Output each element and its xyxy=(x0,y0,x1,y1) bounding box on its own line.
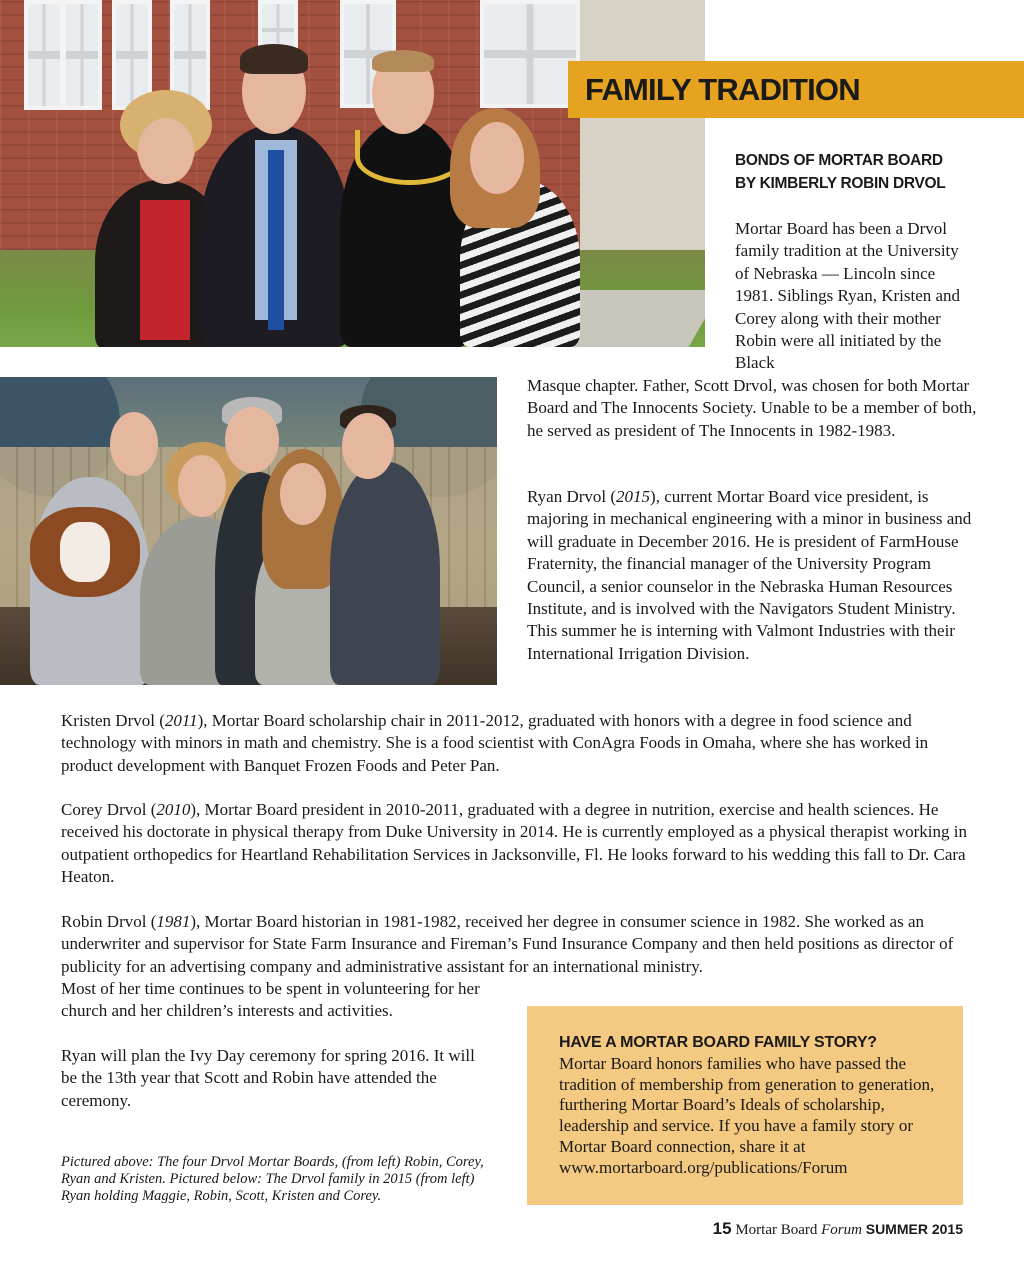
photo-drvol-family-2015 xyxy=(0,377,497,685)
callout-text: Mortar Board honors families who have passed the tradition of membership from generation to generation, furthering Mortar Board’s Ideals of scholarship, leadership and service. If you have a family story or Mortar Board connection, share it at www.mortarboard.org/publications/Forum xyxy=(559,1054,935,1177)
photo-caption: Pictured above: The four Drvol Mortar Boards, (from left) Robin, Corey, Ryan and Kristen. Pictured below: The Drvol family in 2015 (from left) Ryan holding Maggie, Robin, Scott, Kristen and Corey. xyxy=(61,1154,484,1204)
page-footer xyxy=(713,1218,963,1241)
necktie xyxy=(268,150,284,330)
face xyxy=(280,463,326,525)
corey-name: Corey Drvol ( xyxy=(61,800,157,819)
person-corey xyxy=(330,462,440,685)
robin-text: ), Mortar Board historian in 1981-1982, received her degree in consumer science in 1982. She worked as an underwriter and supervisor for State Farm Insurance and Fireman’s Fund Insurance Company and then held positions as director of publicity for an advertising company and administrative assistant for an international ministry. xyxy=(61,912,954,976)
window xyxy=(480,0,580,108)
article-subtitle: BONDS OF MORTAR BOARD xyxy=(735,152,943,169)
page-number: 15 xyxy=(712,1219,732,1238)
intro-paragraph-part-1: Mortar Board has been a Drvol family tradition at the University of Nebraska — Lincoln since 1981. Siblings Ryan, Kristen and Corey along with their mother Robin were all initiated by the Black xyxy=(735,219,961,373)
page-title: FAMILY TRADITION xyxy=(585,72,860,107)
publication-name-italic: Forum xyxy=(821,1222,862,1238)
publication-name: Mortar Board xyxy=(735,1222,818,1238)
face xyxy=(110,412,158,476)
face xyxy=(178,455,226,517)
face xyxy=(225,407,279,473)
kristen-class-year: 2011 xyxy=(164,711,198,730)
window xyxy=(62,0,102,110)
corey-text: ), Mortar Board president in 2010-2011, graduated with a degree in nutrition, exercise and health sciences. He received his doctorate in physical therapy from Duke University in 2014. He is currently employed as a physical therapist working in outpatient orthopedics for Heartland Rehabilitation Services in Jacksonville, Fl. He looks forward to his wedding this fall to Dr. Cara Heaton. xyxy=(61,800,967,887)
kristen-name: Kristen Drvol ( xyxy=(61,711,165,730)
face xyxy=(470,122,524,194)
paragraph-ryan xyxy=(527,486,977,665)
paragraph-corey xyxy=(61,799,981,889)
callout-title: HAVE A MORTAR BOARD FAMILY STORY? xyxy=(559,1034,877,1051)
ryan-name: Ryan Drvol ( xyxy=(527,487,617,506)
building-stone-wall xyxy=(580,0,705,250)
paragraph-kristen xyxy=(61,710,981,777)
paragraph-robin xyxy=(61,911,981,978)
face xyxy=(342,413,394,479)
photo-graduation-family xyxy=(0,0,705,347)
intro-paragraph-part-2: Masque chapter. Father, Scott Drvol, was chosen for both Mortar Board and The Innocents Society. Unable to be a member of both, he served as president of The Innocents in 1982-1983. xyxy=(527,376,977,440)
ryan-text: ), current Mortar Board vice president, is majoring in mechanical engineering with a minor in business and will graduate in December 2016. He is president of FarmHouse Fraternity, the financial manager of the University Program Council, a senior counselor in the Nebraska Human Resources Institute, and is involved with the Navigators Student Ministry. This summer he is interning with Valmont Industries with their International Irrigation Division. xyxy=(527,487,972,663)
paragraph-ivy-day: Ryan will plan the Ivy Day ceremony for spring 2016. It will be the 13th year that Scott and Robin have attended the ceremony. xyxy=(61,1046,475,1110)
face xyxy=(138,118,194,184)
dog-face xyxy=(60,522,110,582)
kristen-text: ), Mortar Board scholarship chair in 2011-2012, graduated with honors with a degree in food science and technology with minors in math and chemistry. She is a food scientist with ConAgra Foods in Omaha, where she has worked in product development with Banquet Frozen Foods and Peter Pan. xyxy=(61,711,929,775)
robin-class-year: 1981 xyxy=(156,912,191,931)
article-byline: BY KIMBERLY ROBIN DRVOL xyxy=(735,175,946,192)
red-dress xyxy=(140,200,190,340)
hair-dark xyxy=(240,44,308,74)
hair-light xyxy=(372,50,434,72)
graduation-hood xyxy=(355,130,465,185)
corey-class-year: 2010 xyxy=(156,800,191,819)
robin-name: Robin Drvol ( xyxy=(61,912,157,931)
ryan-class-year: 2015 xyxy=(616,487,651,506)
window xyxy=(24,0,64,110)
paragraph-robin-continued: Most of her time continues to be spent in volunteering for her church and her children’s interests and activities. xyxy=(61,979,480,1021)
issue-season: SUMMER 2015 xyxy=(865,1221,963,1237)
